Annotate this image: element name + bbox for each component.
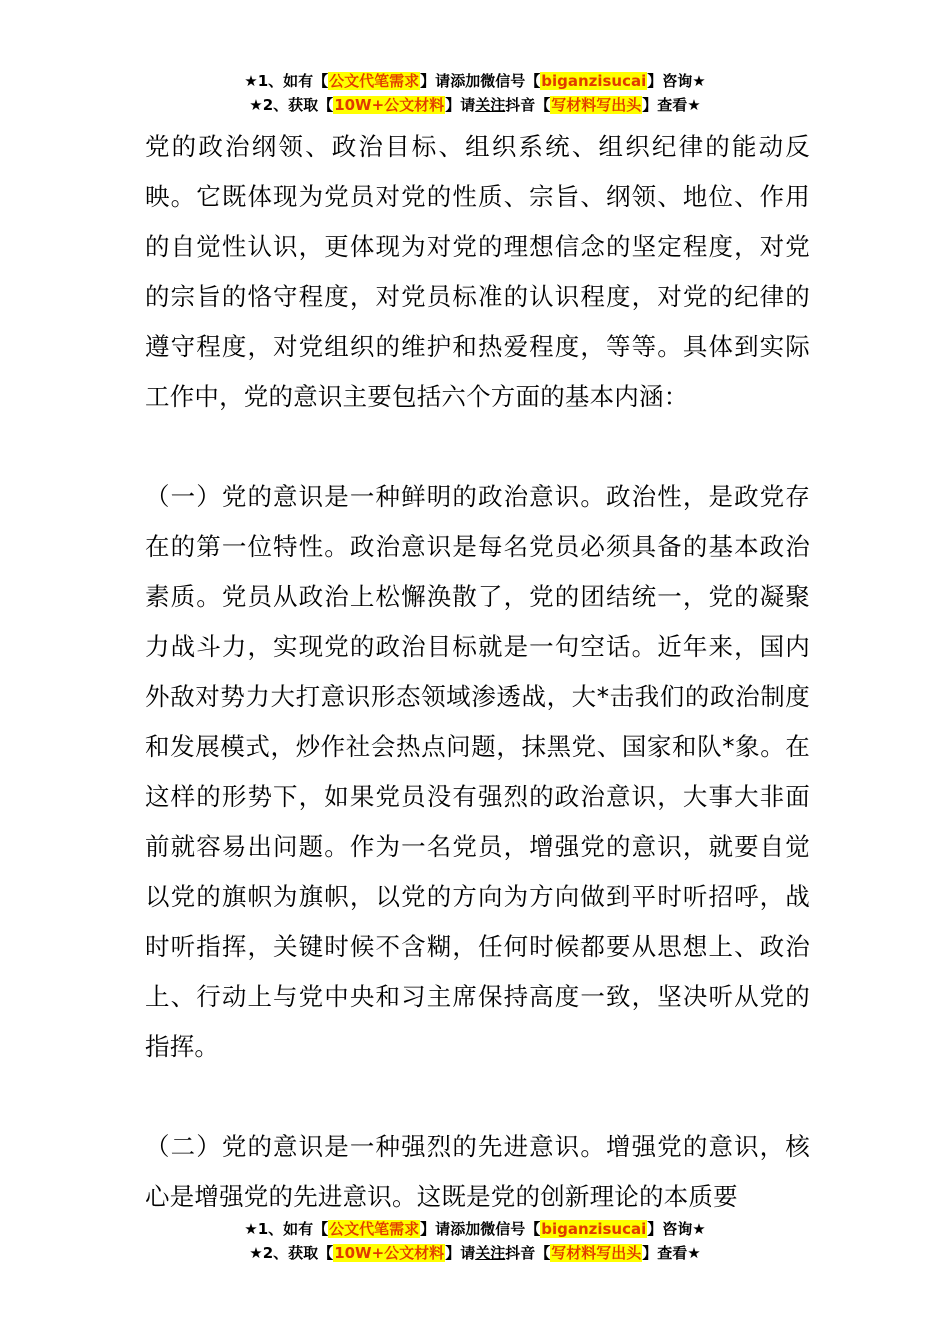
header-line-2-mid2: 抖音【 <box>505 96 551 114</box>
header-line-1-mid2: 微信号【 <box>480 72 541 90</box>
footer-banner <box>0 1218 950 1266</box>
footer-douyin-account-highlight: 写材料写出头 <box>551 1244 642 1262</box>
document-body <box>145 122 810 1222</box>
header-line-2-underline-word: 关注 <box>475 96 506 114</box>
footer-line-1-suffix: 】咨询★ <box>647 1220 706 1238</box>
wechat-id-highlight: biganzisucai <box>541 72 647 90</box>
header-line-1-suffix: 】咨询★ <box>647 72 706 90</box>
paragraph-gap <box>145 1072 810 1122</box>
footer-line-2-mid2: 抖音【 <box>505 1244 551 1262</box>
douyin-account-highlight: 写材料写出头 <box>551 96 642 114</box>
footer-service-highlight: 公文代笔需求 <box>329 1220 420 1238</box>
footer-materials-highlight: 10W+公文材料 <box>334 1244 445 1262</box>
footer-line-2-prefix: ★2、获取【 <box>249 1244 334 1262</box>
footer-line-1-mid2: 微信号【 <box>480 1220 541 1238</box>
paragraph-section-1: （一）党的意识是一种鲜明的政治意识。政治性，是政党存在的第一位特性。政治意识是每名党员必须具备的基本政治素质。党员从政治上松懈涣散了，党的团结统一，党的凝聚力战斗力，实现党的政治目标就是一句空话。近年来，国内外敌对势力大打意识形态领域渗透战，大*击我们的政治制度和发展模式，炒作社会热点问题，抹黑党、国家和队*象。在这样的形势下，如果党员没有强烈的政治意识，大事大非面前就容易出问题。作为一名党员，增强党的意识，就要自觉以党的旗帜为旗帜，以党的方向为方向做到平时听招呼，战时听指挥，关键时候不含糊，任何时候都要从思想上、政治上、行动上与党中央和习主席保持高度一致，坚决听从党的指挥。 <box>145 482 810 1061</box>
header-line-2 <box>0 94 950 118</box>
header-line-1-bold-word: 添加 <box>450 72 481 90</box>
footer-line-1 <box>0 1218 950 1242</box>
header-line-1 <box>0 70 950 94</box>
footer-line-2-suffix: 】查看★ <box>642 1244 701 1262</box>
paragraph-section-2: （二）党的意识是一种强烈的先进意识。增强党的意识，核心是增强党的先进意识。这既是党的创新理论的本质要 <box>145 1132 810 1211</box>
header-line-2-mid1: 】请 <box>445 96 476 114</box>
materials-highlight: 10W+公文材料 <box>334 96 445 114</box>
footer-line-2-underline-word: 关注 <box>475 1244 506 1262</box>
footer-line-2-mid1: 】请 <box>445 1244 476 1262</box>
footer-line-1-bold-word: 添加 <box>450 1220 481 1238</box>
service-highlight: 公文代笔需求 <box>329 72 420 90</box>
header-line-2-prefix: ★2、获取【 <box>249 96 334 114</box>
paragraph-continuation: 党的政治纲领、政治目标、组织系统、组织纪律的能动反映。它既体现为党员对党的性质、宗旨、纲领、地位、作用的自觉性认识，更体现为对党的理想信念的坚定程度，对党的宗旨的恪守程度，对党员标准的认识程度，对党的纪律的遵守程度，对党组织的维护和热爱程度，等等。具体到实际工作中，党的意识主要包括六个方面的基本内涵： <box>145 132 810 411</box>
footer-wechat-id-highlight: biganzisucai <box>541 1220 647 1238</box>
footer-line-1-mid1: 】请 <box>420 1220 451 1238</box>
paragraph-gap <box>145 422 810 472</box>
footer-line-1-prefix: ★1、如有【 <box>244 1220 329 1238</box>
footer-line-2 <box>0 1242 950 1266</box>
header-line-1-mid1: 】请 <box>420 72 451 90</box>
header-line-2-suffix: 】查看★ <box>642 96 701 114</box>
header-line-1-prefix: ★1、如有【 <box>244 72 329 90</box>
header-banner <box>0 70 950 118</box>
